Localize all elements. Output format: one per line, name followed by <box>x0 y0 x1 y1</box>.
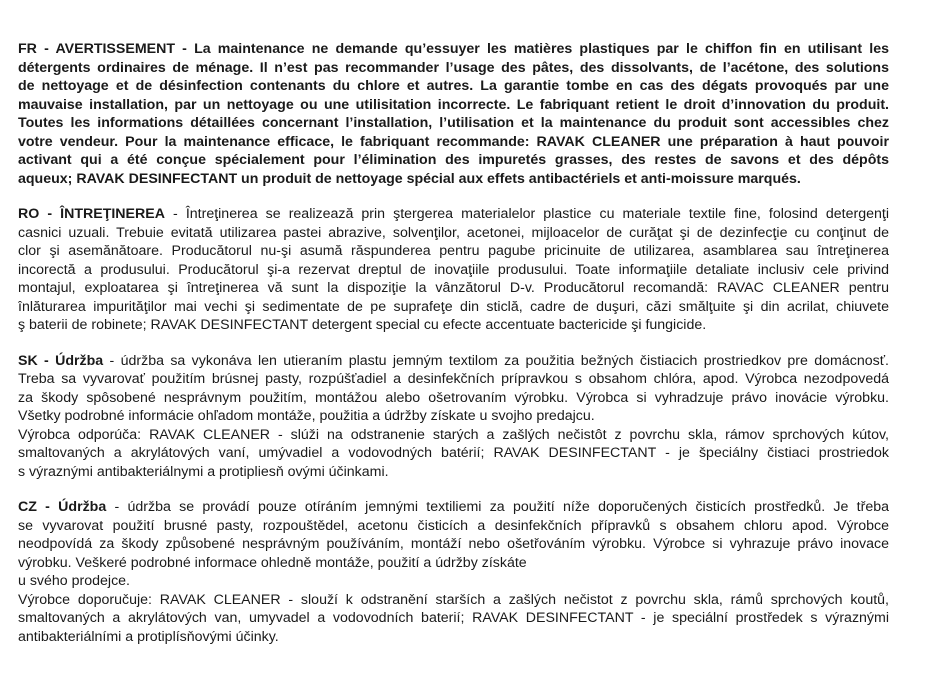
section-heading: CZ - Údržba <box>18 499 107 515</box>
document-page <box>18 40 889 663</box>
text-line: za škody spôsobené nesprávnym použitím, montážou alebo ošetrovaním výrobku. Výrobca si vyhradzuje právo inovácie výrobku. <box>18 389 889 406</box>
text-line: activant qui a été conçue spécialement pour l’élimination des impuretés grasses, des restes de savons et des dépôts <box>18 152 889 168</box>
text-line <box>18 352 889 371</box>
text-line: mauvaise installation, par un nettoyage ou une utilisitation incorrecte. Le fabriquant retient le droit d’innovation du produit. <box>18 96 889 113</box>
text-line-content: - Întreţinerea se realizează prin ştergerea materialelor plastice cu materiale textile fine, folosind detergenţi <box>173 206 889 222</box>
text-line: détergents ordinaires de ménage. Il n’est pas recommander l’usage des pâtes, des dissolvants, de l’acétone, des solutions <box>18 59 889 76</box>
section-fr <box>18 40 889 188</box>
section-heading: RO - ÎNTREŢINEREA <box>18 206 165 222</box>
section-heading: SK - Údržba <box>18 352 104 369</box>
text-line: se vyvarovat použití brusné pasty, rozpouštědel, acetonu čisticích a desinfekčních přípravků s obsahem chloru apod. Výrobce <box>18 517 889 534</box>
text-line <box>18 498 889 517</box>
section-sk <box>18 352 889 482</box>
section-ro <box>18 205 889 335</box>
text-line: votre vendeur. Pour la maintenance efficace, le fabriquant recommande: RAVAK CLEANER une préparation à haut pouvoir <box>18 133 889 150</box>
text-line: incorectă a produsului. Producătorul şi-a rezervat dreptul de inovaţiile produsului. Toate informaţiile detaliate inclusiv cele privind <box>18 261 889 278</box>
text-line: casnici uzuali. Trebuie evitată utilizarea pastei abrazive, solvenţilor, acetonei, mijloacelor de curăţat şi de dezinfecţie cu conţinut de <box>18 224 889 241</box>
text-line: montajul, exploatarea şi întreţinerea vă sunt la dispoziţie la vânzătorul D-v. Producătorul recomandă: RAVAC CLEANER pentru <box>18 280 889 296</box>
text-line: neodpovídá za škody způsobené nesprávným používáním, montáží nebo ošetřováním výrobku. Výrobce si vyhrazuje právo inovace <box>18 536 889 552</box>
text-line: clor şi asemănătoare. Producătorul nu-şi asumă răspunderea pentru pagube pricinuite de utilizarea, asamblarea sau întreţinerea <box>18 243 889 259</box>
section-cz <box>18 498 889 646</box>
text-line: u svého prodejce. <box>18 573 130 589</box>
text-line-content: - údržba se provádí pouze otíráním jemnými textiliemi za použití níže doporučených čisticích prostředků. Je třeba <box>114 499 889 515</box>
section-heading: FR - AVERTISSEMENT - <box>18 41 187 57</box>
text-line: înlăturarea impurităţilor mai vechi şi sedimentate de pe suprafeţe din sticlă, cadre de duşuri, căzi smălţuite şi din acrilat, chiuvete <box>18 298 889 315</box>
text-line: de nettoyage et de désinfection contenants du chlore et autres. La garantie tombe en cas des dégats provoqués par une <box>18 78 889 94</box>
text-line: smaltovaných a akrylátových van, umyvadel a vodovodních baterií; RAVAK DESINFECTANT - je speciální prostředek s výraznými <box>18 610 889 626</box>
text-line: Všetky podrobné informácie ohľadom montáže, použitia a údržby získate u svojho predajcu. <box>18 408 595 424</box>
text-line: ş baterii de robinete; RAVAK DESINFECTANT detergent special cu efecte accentuate bactericide şi fungicide. <box>18 317 707 333</box>
text-line-content: - údržba sa vykonáva len utieraním plastu jemným textilom za použitia bežných čistiacich prostriedkov pre domácnosť. <box>109 352 889 369</box>
text-line <box>18 205 889 224</box>
text-line: s výraznými antibakteriálnymi a protipliesň ovými účinkami. <box>18 463 389 480</box>
text-line: Toutes les informations détaillées concernant l’installation, l’utilisation et la maintenance du produit sont accessibles chez <box>18 115 889 131</box>
text-line: Výrobca odporúča: RAVAK CLEANER - slúži na odstranenie starých a zašlých nečistôt z povrchu skla, rámov sprchových kútov, <box>18 426 889 443</box>
text-line: Výrobce doporučuje: RAVAK CLEANER - slouží k odstranění starších a zašlých nečistot z povrchu skla, rámů sprchových koutů, <box>18 591 889 608</box>
text-line: smaltovaných a akrylátových vaní, umývadiel a vodovodných batérií; RAVAK DESINFECTANT - je špeciálny čistiaci prostriedok <box>18 445 889 461</box>
text-line <box>18 40 889 59</box>
text-line: Treba sa vyvarovať použitím brúsnej pasty, rozpúšťadiel a desinfekčních prípravkou s obsahom chlóra, apod. Výrobca nezodpovedá <box>18 371 889 387</box>
text-line: antibakteriálními a protiplísňovými účinky. <box>18 628 279 645</box>
text-line-content: La maintenance ne demande qu’essuyer les matières plastiques par le chiffon fin en utilisant les <box>194 41 889 57</box>
text-line: výrobku. Veškeré podrobné informace ohledně montáže, použití a údržby získáte <box>18 554 527 571</box>
text-line: aqueux; RAVAK DESINFECTANT un produit de nettoyage spécial aux effets antibactériels et anti-moissure marqués. <box>18 170 801 187</box>
